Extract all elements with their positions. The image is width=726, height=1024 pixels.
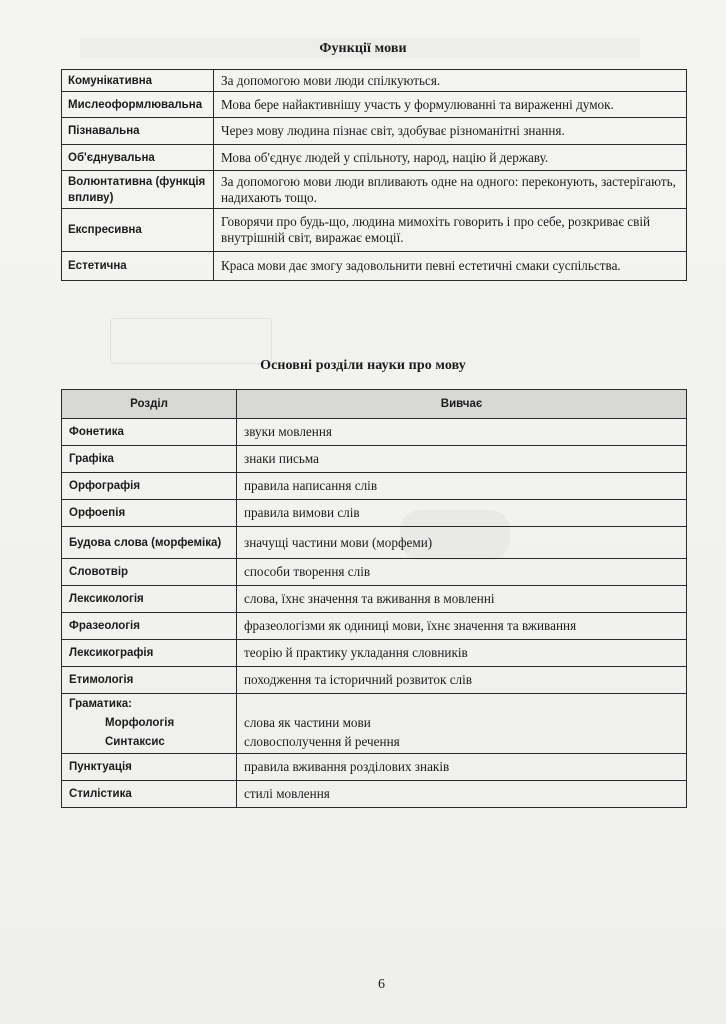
function-name: Естетична <box>62 252 214 281</box>
morphology-description: слова як частини мови <box>244 714 371 730</box>
grammar-label: Граматика: <box>69 698 132 710</box>
branch-description: способи творення слів <box>237 559 687 586</box>
function-name: Об'єднувальна <box>62 145 214 171</box>
table-row <box>62 500 687 527</box>
branch-name: Графіка <box>62 446 237 473</box>
table-row <box>62 640 687 667</box>
table-row <box>62 252 687 281</box>
function-name: Комунікативна <box>62 70 214 92</box>
branch-name: Пунктуація <box>62 754 237 781</box>
table-row <box>62 70 687 92</box>
grammar-cell <box>62 694 237 754</box>
branch-name: Орфоепія <box>62 500 237 527</box>
morphology-label: Морфологія <box>105 717 175 729</box>
branch-description: правила вживання розділових знаків <box>237 754 687 781</box>
branch-description: правила вимови слів <box>237 500 687 527</box>
branch-name: Фразеологія <box>62 613 237 640</box>
branch-name: Фонетика <box>62 419 237 446</box>
branch-description: правила написання слів <box>237 473 687 500</box>
function-description: За допомогою мови люди впливають одне на одного: переконують, застерігають, надихають тощо. <box>214 171 687 209</box>
function-description: За допомогою мови люди спілкуються. <box>214 70 687 92</box>
branch-name: Лексикографія <box>62 640 237 667</box>
branch-name: Орфографія <box>62 473 237 500</box>
branch-description: звуки мовлення <box>237 419 687 446</box>
branch-description: слова, їхнє значення та вживання в мовленні <box>237 586 687 613</box>
table-row <box>62 781 687 808</box>
branch-description: фразеологізми як одиниці мови, їхнє значення та вживання <box>237 613 687 640</box>
table-row <box>62 667 687 694</box>
table-row <box>62 419 687 446</box>
branch-description: знаки письма <box>237 446 687 473</box>
table-header-row <box>62 390 687 419</box>
branch-description: теорію й практику укладання словників <box>237 640 687 667</box>
branch-description: походження та історичний розвиток слів <box>237 667 687 694</box>
table-row <box>62 446 687 473</box>
table-row <box>62 613 687 640</box>
branch-name: Етимологія <box>62 667 237 694</box>
branch-name: Будова слова (морфеміка) <box>62 527 237 559</box>
function-name: Пізнавальна <box>62 118 214 145</box>
functions-table <box>61 69 687 281</box>
grammar-description-cell <box>237 694 687 754</box>
column-header-section: Розділ <box>62 390 237 419</box>
branch-name: Лексикологія <box>62 586 237 613</box>
syntax-description: словосполучення й речення <box>244 733 400 749</box>
function-name: Волюнтативна (функція впливу) <box>62 171 214 209</box>
branch-name: Стилістика <box>62 781 237 808</box>
table-row <box>62 754 687 781</box>
table-row <box>62 145 687 171</box>
grammar-row <box>62 694 687 754</box>
function-description: Говорячи про будь-що, людина мимохіть говорить і про себе, розкриває свій внутрішній світ, виражає емоції. <box>214 209 687 252</box>
function-name: Мислеоформлювальна <box>62 92 214 118</box>
branches-title: Основні розділи науки про мову <box>260 358 466 373</box>
table-row <box>62 586 687 613</box>
syntax-label: Синтаксис <box>105 736 165 748</box>
function-description: Через мову людина пізнає світ, здобуває різноманітні знання. <box>214 118 687 145</box>
branch-description: стилі мовлення <box>237 781 687 808</box>
function-description: Мова об'єднує людей у спільноту, народ, націю й державу. <box>214 145 687 171</box>
table-row <box>62 171 687 209</box>
branches-table <box>61 389 687 808</box>
table-row <box>62 559 687 586</box>
table-row <box>62 209 687 252</box>
branch-description: значущі частини мови (морфеми) <box>237 527 687 559</box>
table-row <box>62 92 687 118</box>
page-number: 6 <box>378 977 385 992</box>
functions-title: Функції мови <box>319 41 407 56</box>
function-description: Краса мови дає змогу задовольнити певні естетичні смаки суспільства. <box>214 252 687 281</box>
function-name: Експресивна <box>62 209 214 252</box>
column-header-studies: Вивчає <box>237 390 687 419</box>
table-row <box>62 473 687 500</box>
branch-name: Словотвір <box>62 559 237 586</box>
function-description: Мова бере найактивнішу участь у формулюванні та вираженні думок. <box>214 92 687 118</box>
table-row <box>62 527 687 559</box>
table-row <box>62 118 687 145</box>
